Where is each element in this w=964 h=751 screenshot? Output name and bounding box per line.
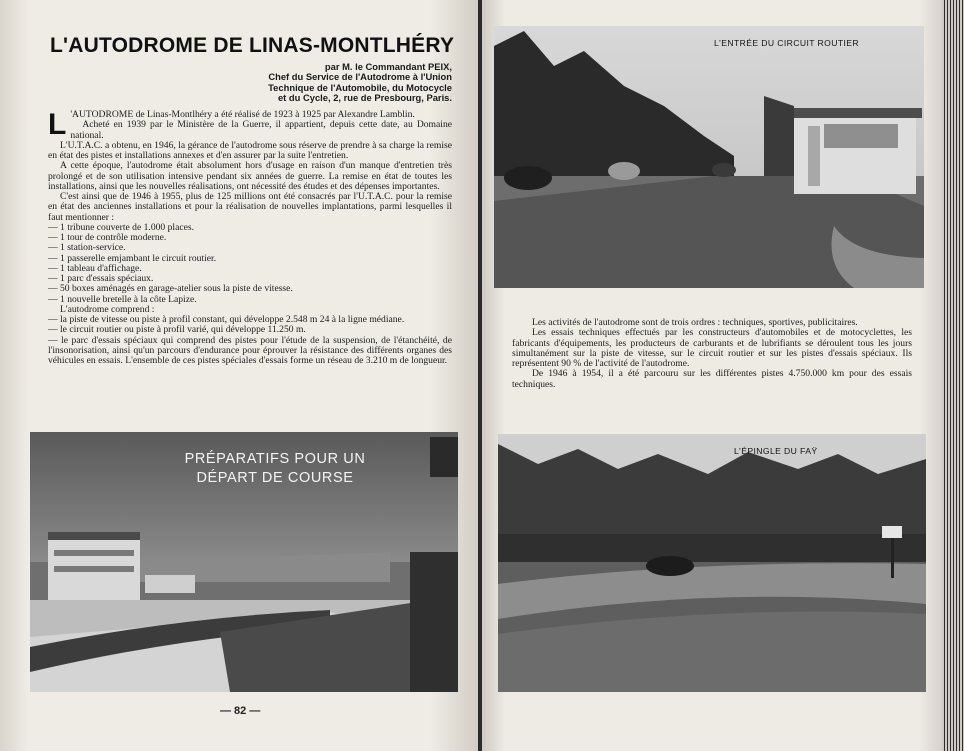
photo-caption: L'ENTRÉE DU CIRCUIT ROUTIER: [714, 38, 860, 48]
paragraph: A cette époque, l'autodrome était absolument hors d'usage en raison d'un manque d'entretien très prolongé et de son utilisation intensive pendant six années de guerre. La remise en état de toutes les installations, ainsi que les nouvelles réalisations, ont nécessité des études et des dépenses importantes.: [48, 160, 452, 192]
caption-line: DÉPART DE COURSE: [196, 470, 354, 486]
author-byline: [192, 62, 452, 104]
list-item: — 1 nouvelle bretelle à la côte Lapize.: [48, 293, 197, 305]
list-item: — 1 parc d'essais spéciaux.: [48, 273, 154, 284]
byline-line: Chef du Service de l'Autodrome à l'Union: [268, 71, 452, 83]
right-page: [482, 0, 942, 751]
list-item: — le parc d'essais spéciaux qui comprend des pistes pour l'étude de la suspension, de l'étanchéité, de l'insonorisation, ainsi qu'un parcours d'endurance pour éprouver la résistance des différents organes des véhicules en essais. L'ensemble de ces pistes spéciales d'essais forme un réseau de 3.210 m de longueur.: [48, 334, 452, 366]
photo-caption: L'ÉPINGLE DU FAŸ: [734, 446, 818, 456]
list-item: — 1 passerelle emjambant le circuit routier.: [48, 252, 217, 264]
book-page-edges: [942, 0, 964, 751]
paragraph: L'U.T.A.C. a obtenu, en 1946, la gérance de l'autodrome sous réserve de prendre à sa charge la remise en état des pistes et installations annexes et d'en assurer par la suite l'entretien.: [48, 139, 452, 161]
list-item: — 1 station-service.: [48, 242, 126, 254]
list-item: — 1 tribune couverte de 1.000 places.: [48, 221, 194, 233]
list-item: — 1 tour de contrôle moderne.: [48, 232, 167, 243]
intro-paragraph: 'AUTODROME de Linas-Montlhéry a été réalisé de 1923 à 1925 par Alexandre Lamblin.: [70, 109, 415, 120]
drop-cap: L: [48, 108, 67, 141]
caption-line: PRÉPARATIFS POUR UN: [184, 451, 366, 467]
byline-line: par M. le Commandant PEIX,: [324, 61, 452, 72]
right-article-body: [512, 318, 912, 390]
paragraph: Acheté en 1939 par le Ministère de la Guerre, il appartient, depuis cette date, au Domaine national.: [70, 119, 452, 141]
circuit-entrance-photo: [494, 26, 924, 288]
byline-line: et du Cycle, 2, rue de Presbourg, Paris.: [277, 92, 452, 104]
paragraph: L'autodrome comprend :: [60, 303, 155, 315]
photo-caption: [180, 450, 370, 488]
list-item: — la piste de vitesse ou piste à profil constant, qui développe 2.548 m 24 à la ligne médiane.: [48, 314, 405, 325]
epingle-photo: [498, 434, 926, 692]
paragraph: Les essais techniques effectués par les constructeurs d'automobiles et de motocyclettes, les fabricants d'équipements, les producteurs de carburants et de lubrifiants se déroulent tous les jours simultanément sur la piste de vitesse, sur le circuit routier et sur les pistes d'essais spéciaux. Ils représentent 90 % de l'activité de l'autodrome.: [512, 327, 912, 370]
article-title: L'AUTODROME DE LINAS-MONTLHÉRY: [50, 34, 455, 57]
list-item: — le circuit routier ou piste à profil varié, qui développe 11.250 m.: [48, 324, 306, 336]
page-number: — 82 —: [220, 705, 261, 717]
list-item: — 50 boxes aménagés en garage-atelier sous la piste de vitesse.: [48, 283, 293, 295]
race-start-photo: [30, 432, 458, 692]
paragraph: De 1946 à 1954, il a été parcouru sur les différentes pistes 4.750.000 km pour des essais techniques.: [512, 368, 912, 390]
paragraph: C'est ainsi que de 1946 à 1955, plus de 125 millions ont été consacrés par l'U.T.A.C. pour la remise en état des anciennes installations et pour la réalisation de nouvelles implantations, parmi lesquelles il faut mentionner :: [48, 191, 452, 223]
list-item: — 1 tableau d'affichage.: [48, 262, 142, 274]
left-page: [0, 0, 478, 751]
byline-line: Technique de l'Automobile, du Motocycle: [268, 81, 452, 93]
article-body: [48, 110, 452, 366]
paragraph: Les activités de l'autodrome sont de trois ordres : techniques, sportives, publicitaires.: [532, 317, 858, 328]
